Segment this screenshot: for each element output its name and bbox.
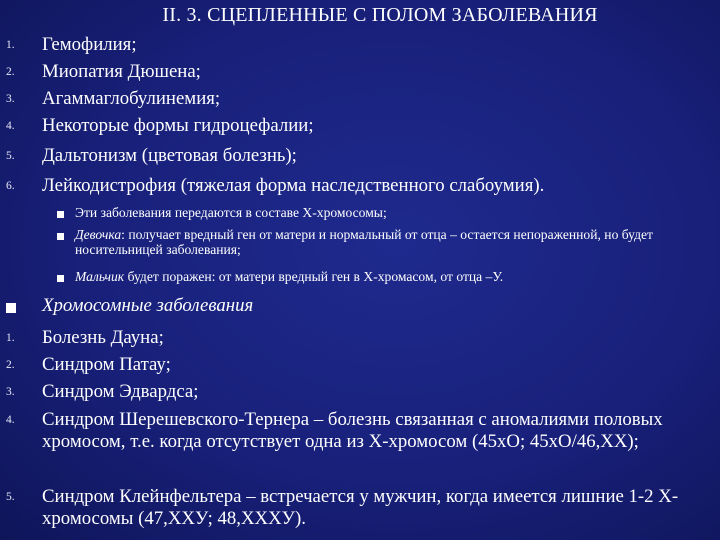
item-number: 1. [6, 39, 15, 51]
item-text: Синдром Патау; [42, 354, 171, 375]
item-text: Синдром Шерешевского-Тернера – болезнь связанная с аномалиями половых хромосом, т.е. когда отсутствует одна из Х-хромосом (45хО; 45хО/46,ХХ); [42, 409, 663, 452]
bullet-rest: : получает вредный ген от матери и нормальный от отца – остается непораженной, но будет носительницей заболевания; [75, 227, 653, 257]
bullet-square [57, 211, 64, 218]
item-text: Синдром Клейнфельтера – встречается у мужчин, когда имеется лишние 1-2 Х-хромосомы (47,ХХУ; 48,ХХХУ). [42, 486, 679, 529]
item-text: Дальтонизм (цветовая болезнь); [42, 145, 297, 166]
bullet-square [6, 303, 16, 313]
bullet-rest: будет поражен: от матери вредный ген в Х-хромасом, от отца –У. [124, 269, 504, 284]
bullet-square [57, 275, 64, 282]
item-number: 4. [6, 120, 15, 132]
bullet-text [75, 228, 698, 257]
bullet-emphasis: Мальчик [75, 269, 125, 284]
section-heading: Хромосомные заболевания [42, 295, 254, 316]
item-number: 4. [6, 414, 15, 426]
item-text: Гемофилия; [42, 34, 137, 55]
bullet-text [75, 270, 698, 285]
item-number: 5. [6, 150, 15, 162]
item-number: 2. [6, 359, 15, 371]
item-text: Агаммаглобулинемия; [42, 88, 221, 109]
bullet-square [57, 233, 64, 240]
bullet-emphasis: Девочка [75, 227, 122, 242]
bullet-text: Эти заболевания передаются в составе Х-хромосомы; [75, 205, 387, 220]
item-text: Лейкодистрофия (тяжелая форма наследственного слабоумия). [42, 175, 545, 196]
item-number: 1. [6, 332, 15, 344]
slide-title: II. 3. СЦЕПЛЕННЫЕ С ПОЛОМ ЗАБОЛЕВАНИЯ [162, 4, 598, 26]
item-text: Миопатия Дюшена; [42, 61, 201, 82]
item-number: 3. [6, 93, 15, 105]
item-number: 3. [6, 386, 15, 398]
item-number: 6. [6, 180, 15, 192]
item-text: Некоторые формы гидроцефалии; [42, 115, 314, 136]
item-number: 2. [6, 66, 15, 78]
item-text: Синдром Эдвардса; [42, 381, 199, 402]
item-text: Болезнь Дауна; [42, 327, 164, 348]
item-number: 5. [6, 491, 15, 503]
